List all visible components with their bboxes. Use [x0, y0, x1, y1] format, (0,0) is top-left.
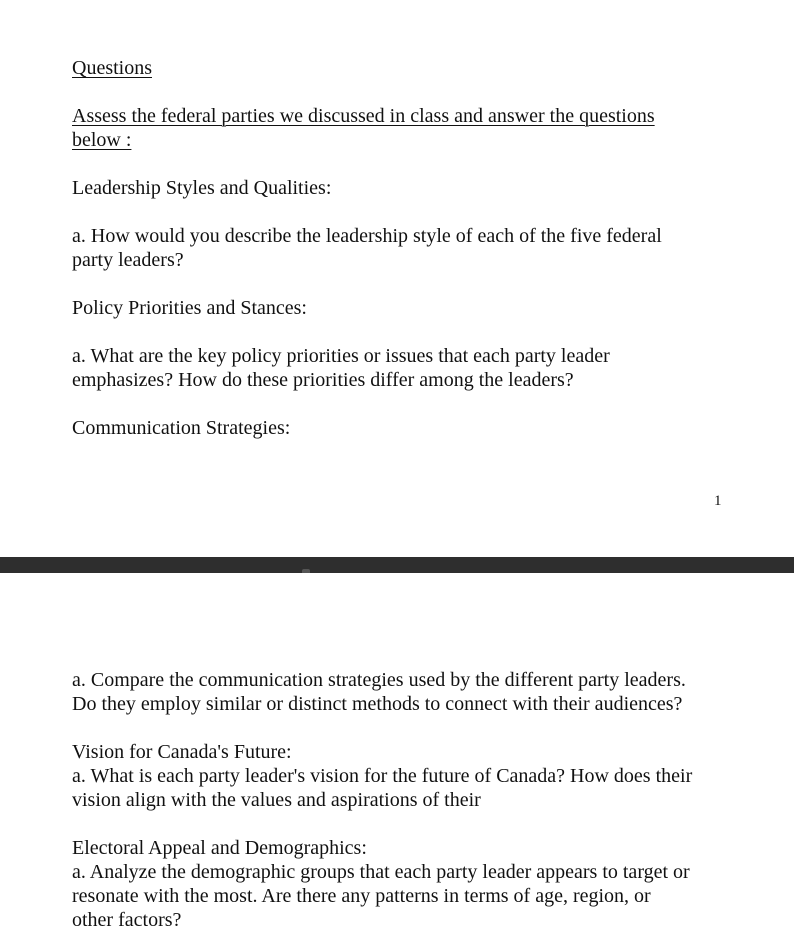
instruction-line-1: Assess the federal parties we discussed in class and answer the questions	[72, 105, 655, 127]
question-electoral-line-1: a. Analyze the demographic groups that each party leader appears to target or	[72, 861, 690, 883]
section-title-electoral: Electoral Appeal and Demographics:	[72, 837, 367, 859]
page-separator	[0, 557, 794, 573]
instruction-line-2: below :	[72, 129, 132, 151]
question-leadership-line-2: party leaders?	[72, 249, 184, 271]
question-electoral-line-2: resonate with the most. Are there any patterns in terms of age, region, or	[72, 885, 651, 907]
question-vision-line-1: a. What is each party leader's vision for the future of Canada? How does their	[72, 765, 693, 787]
section-title-policy: Policy Priorities and Stances:	[72, 297, 307, 319]
question-leadership-line-1: a. How would you describe the leadership style of each of the five federal	[72, 225, 662, 247]
question-communication-line-1: a. Compare the communication strategies used by the different party leaders.	[72, 669, 686, 691]
page-number: 1	[714, 493, 722, 509]
document-page-2	[0, 573, 794, 951]
section-title-leadership: Leadership Styles and Qualities:	[72, 177, 332, 199]
question-policy-line-1: a. What are the key policy priorities or issues that each party leader	[72, 345, 610, 367]
question-policy-line-2: emphasizes? How do these priorities differ among the leaders?	[72, 369, 574, 391]
section-title-vision: Vision for Canada's Future:	[72, 741, 292, 763]
questions-heading: Questions	[72, 57, 152, 79]
question-communication-line-2: Do they employ similar or distinct methods to connect with their audiences?	[72, 693, 683, 715]
question-electoral-line-3: other factors?	[72, 909, 182, 931]
section-title-communication: Communication Strategies:	[72, 417, 291, 439]
question-vision-line-2: vision align with the values and aspirations of their	[72, 789, 481, 811]
